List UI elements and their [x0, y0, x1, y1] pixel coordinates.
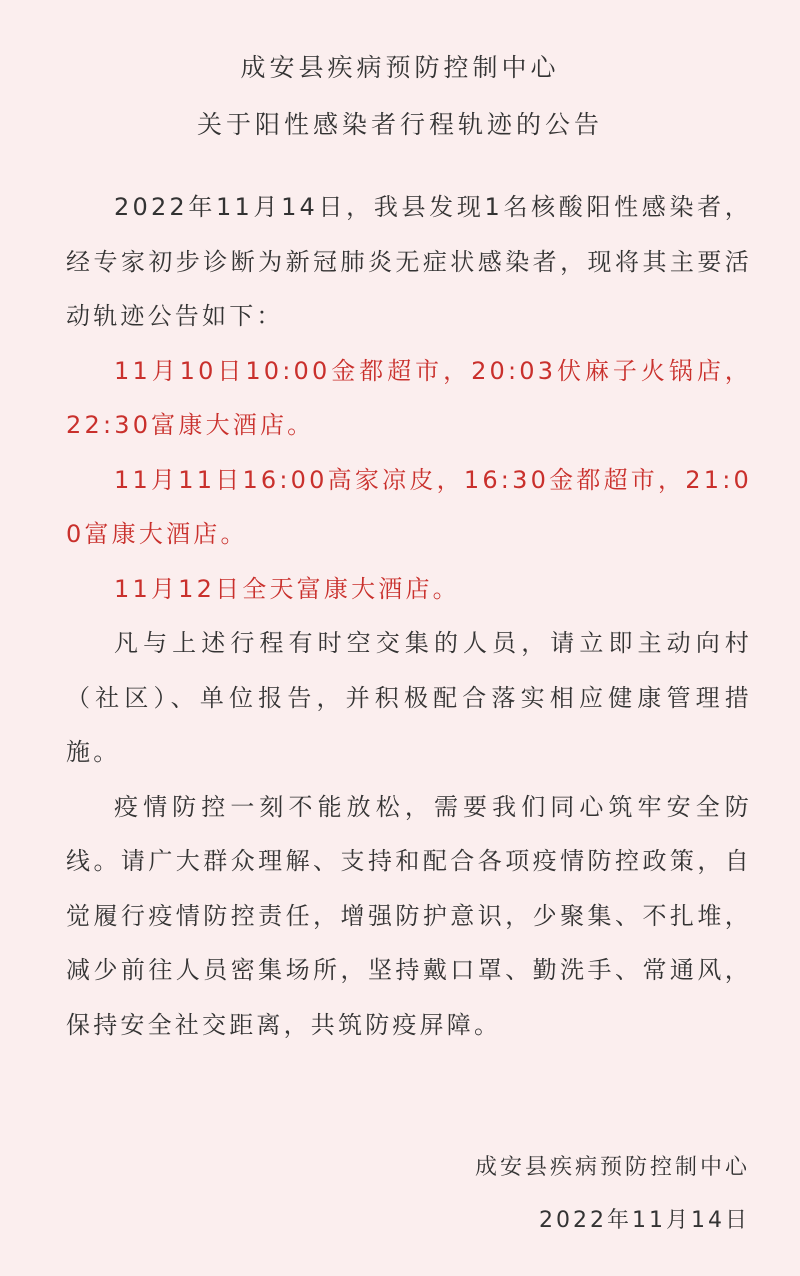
org-title: 成安县疾病预防控制中心: [240, 53, 560, 82]
track-paragraph-nov-12: 11月12日全天富康大酒店。: [114, 574, 460, 603]
intro-paragraph: 2022年11月14日，我县发现1名核酸阳性感染者，经专家初步诊断为新冠肺炎无症状感染者，现将其主要活动轨迹公告如下：: [66, 193, 752, 330]
report-notice-paragraph: 凡与上述行程有时空交集的人员，请立即主动向村（社区）、单位报告，并积极配合落实相应健康管理措施。: [66, 629, 752, 766]
prevention-appeal-paragraph: 疫情防控一刻不能放松，需要我们同心筑牢安全防线。请广大群众理解、支持和配合各项疫情防控政策，自觉履行疫情防控责任，增强防护意识，少聚集、不扎堆，减少前往人员密集场所，坚持戴口罩、勤洗手、常通风，保持安全社交距离，共筑防疫屏障。: [66, 792, 752, 1039]
signature-date: 2022年11月14日: [539, 1208, 750, 1233]
signature-org: 成安县疾病预防控制中心: [474, 1155, 750, 1180]
notice-body: [66, 180, 752, 1052]
notice-title: 关于阳性感染者行程轨迹的公告: [196, 110, 603, 139]
track-paragraph-nov-11: 11月11日16:00高家凉皮，16:30金都超市，21:00富康大酒店。: [66, 465, 752, 548]
track-paragraph-nov-10: 11月10日10:00金都超市，20:03伏麻子火锅店，22:30富康大酒店。: [66, 356, 752, 439]
